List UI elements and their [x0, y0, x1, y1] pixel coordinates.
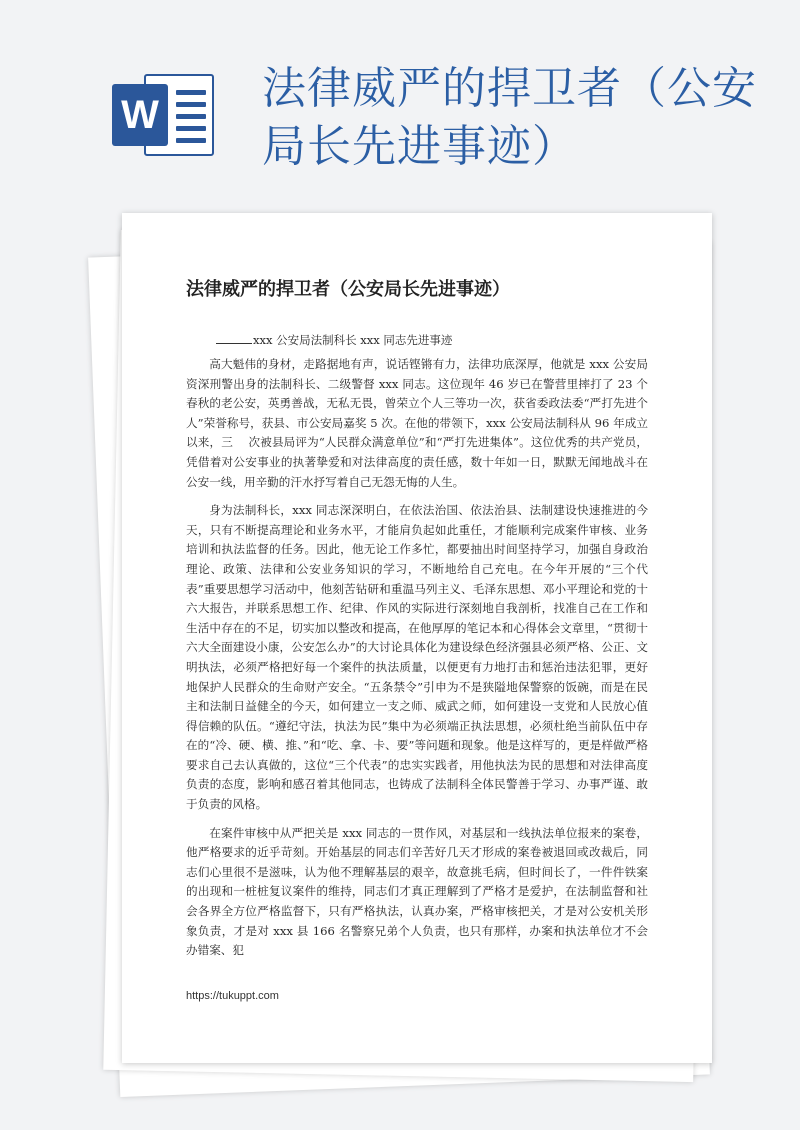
document-title: 法律威严的捍卫者（公安局长先进事迹）	[186, 279, 510, 300]
word-document-icon	[110, 70, 216, 160]
document-body	[186, 355, 648, 970]
banner-title: 法律威严的捍卫者（公安局长先进事迹）	[262, 63, 757, 172]
document-subtitle	[216, 332, 452, 348]
subtitle-text: xxx 公安局法制科长 xxx 同志先进事迹	[253, 333, 453, 347]
word-logo-badge: W	[112, 84, 168, 146]
paragraph: 高大魁伟的身材，走路据地有声，说话铿锵有力，法律功底深厚，他就是 xxx 公安局资深刑警出身的法制科长、二级警督 xxx 同志。这位现年 46 岁已在警营里摔打了 23 个春秋的老公安，英勇善战，无私无畏，曾荣立个人三等功一次，获省委政法委“严打先进个人”荣誉称号，获县、市公安局嘉奖 5 次。在他的带领下，xxx 公安局法制科从 96 年成立以来，三 次被县局评为“人民群众满意单位”和“严打先进集体”。这位优秀的共产党员，凭借着对公安事业的执著挚爱和对法律高度的责任感，数十年如一日，默默无闻地战斗在公安一线，用辛勤的汗水抒写着自己无怨无悔的人生。	[186, 357, 648, 489]
paragraph: 身为法制科长，xxx 同志深深明白，在依法治国、依法治县、法制建设快速推进的今天，只有不断提高理论和业务水平，才能肩负起如此重任，才能顺利完成案件审核、业务培训和执法监督的任务。因此，他无论工作多忙，都要抽出时间坚持学习，加强自身政治理论、政策、法律和公安业务知识的学习，不断地给自己充电。在今年开展的“三个代表”重要思想学习活动中，他刻苦钻研和重温马列主义、毛泽东思想、邓小平理论和党的十六大报告，并联系思想工作、纪律、作风的实际进行深刻地自我剖析，找准自己在工作和生活中存在的不足，切实加以整改和提高，在他厚厚的笔记本和心得体会文章里，“贯彻十六大全面建设小康，公安怎么办”的大讨论具体化为建设绿色经济强县必须严格、公正、文明执法，必须严格把好每一个案件的执法质量，以便更有力地打击和惩治违法犯罪，更好地保护人民群众的生命财产安全。“五条禁令”引申为不是狭隘地保警察的饭碗，而是在民主和法制日益健全的今天，如何建立一支之师、威武之师，如何建设一支党和人民放心值得信赖的队伍。“遵纪守法，执法为民”集中为必须端正执法思想，必须杜绝当前队伍中存在的“冷、硬、横、推、”和“吃、拿、卡、要”等问题和现象。他是这样写的，更是样做严格要求自己去认真做的，这位“三个代表”的忠实实践者，用他执法为民的思想和对法律高度负责的态度，影响和感召着其他同志，也铸成了法制科全体民警善于学习、办事严谨、敢于负责的风格。	[186, 503, 648, 812]
header-banner	[0, 0, 800, 200]
footer-url: https://tukuppt.com	[186, 990, 279, 1002]
document-page	[122, 213, 712, 1063]
blank-underline	[216, 343, 252, 344]
paragraph: 在案件审核中从严把关是 xxx 同志的一贯作风，对基层和一线执法单位报来的案卷，他严格要求的近乎苛刻。开始基层的同志们辛苦好几天才形成的案卷被退回或改裁后，同志们心里很不是滋味，认为他不理解基层的艰辛，故意挑毛病，但时间长了，一件件铁案的出现和一桩桩复议案件的维持，同志们才真正理解到了严格才是爱护，在法制监督和社会各界全方位严格监督下，只有严格执法，认真办案，严格审核把关，才是对公安机关形象负责，才是对 xxx 县 166 名警察兄弟个人负责，也只有那样，办案和执法单位才不会办错案、犯	[186, 825, 648, 958]
